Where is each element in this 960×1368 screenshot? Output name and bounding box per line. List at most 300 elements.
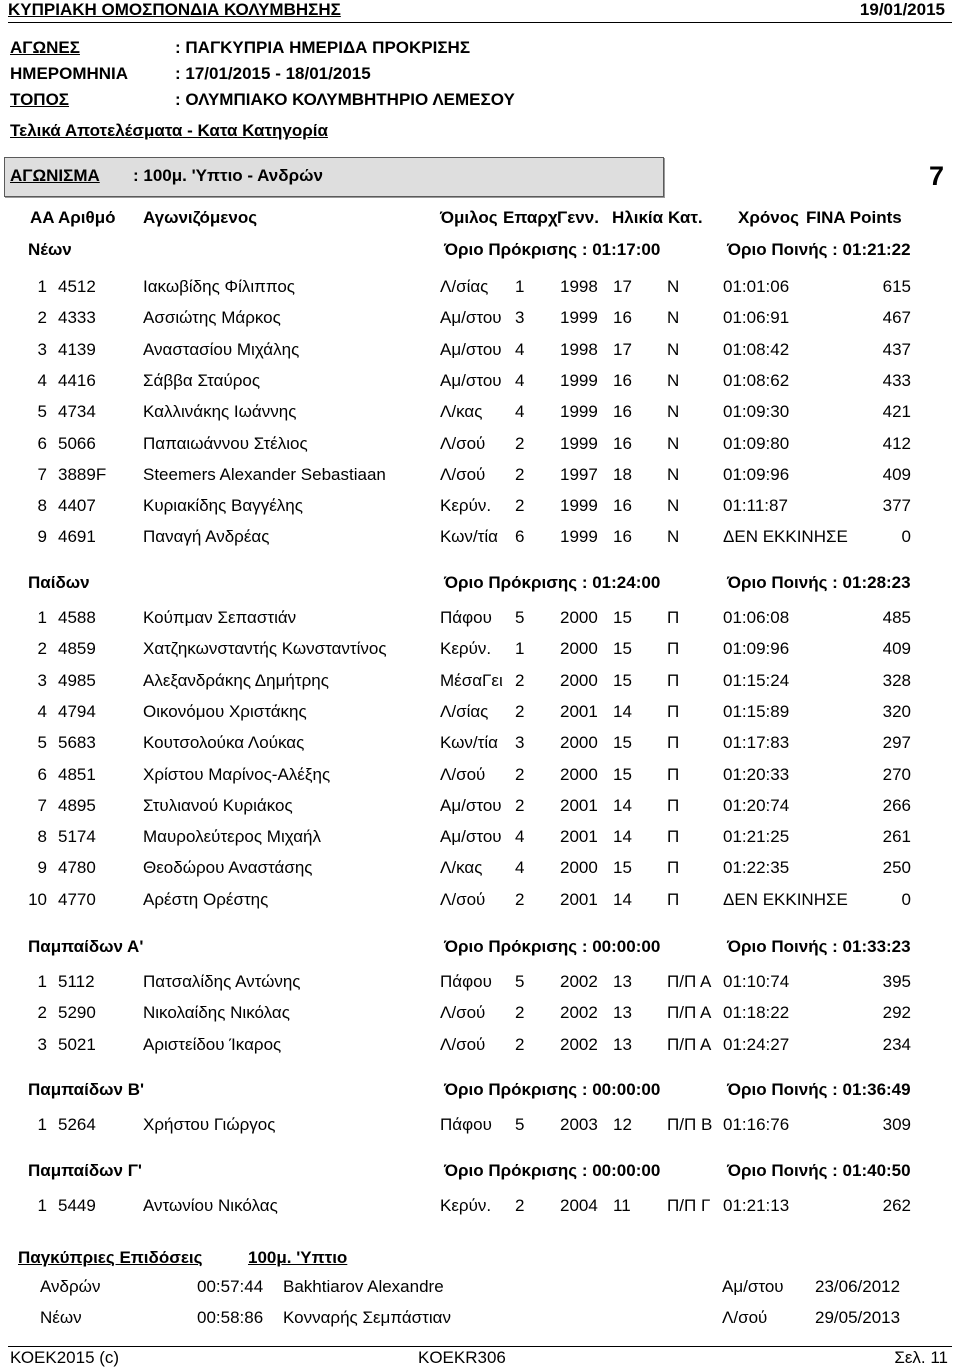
penalty-limit: Όριο Ποινής : 01:28:23 (727, 573, 911, 592)
result-swimmer-number: 4139 (58, 340, 96, 359)
result-fina-points: 485 (882, 608, 911, 627)
result-category: Ν (667, 340, 680, 359)
result-row (0, 640, 960, 658)
result-swimmer-name: Κούπμαν Σεπαστιάν (143, 608, 297, 627)
result-swimmer-number: 4734 (58, 402, 96, 421)
result-category: Ν (667, 465, 680, 484)
result-birth-year: 1998 (560, 277, 598, 296)
result-row (0, 766, 960, 784)
result-rank: 7 (37, 796, 47, 815)
result-category: Π/Π Α (667, 1035, 712, 1054)
result-birth-year: 1999 (560, 527, 598, 546)
result-district: 4 (515, 402, 525, 421)
result-fina-points: 437 (882, 340, 911, 359)
result-district: 6 (515, 527, 525, 546)
result-row (0, 828, 960, 846)
result-row (0, 859, 960, 877)
record-time: 00:58:86 (197, 1308, 264, 1327)
result-row (0, 278, 960, 296)
result-rank: 2 (37, 639, 47, 658)
qualifying-limit: Όριο Πρόκρισης : 00:00:00 (444, 1161, 661, 1180)
result-category: Ν (667, 496, 680, 515)
result-swimmer-number: 4691 (58, 527, 96, 546)
result-age: 16 (613, 308, 632, 327)
result-fina-points: 409 (882, 639, 911, 658)
result-club: Λ/κας (440, 402, 483, 421)
result-time: 01:21:25 (723, 827, 790, 846)
result-club: ΜέσαΓει (440, 671, 503, 690)
result-swimmer-name: Ασσιώτης Μάρκος (143, 308, 281, 327)
result-category: Π/Π Α (667, 972, 712, 991)
result-row (0, 1004, 960, 1022)
result-category: Π (667, 733, 680, 752)
result-swimmer-number: 4416 (58, 371, 96, 390)
result-time: 01:22:35 (723, 858, 790, 877)
venue-label: ΤΟΠΟΣ (10, 90, 70, 109)
result-swimmer-number: 4407 (58, 496, 96, 515)
result-category: Π (667, 702, 680, 721)
result-fina-points: 292 (882, 1003, 911, 1022)
result-swimmer-number: 4895 (58, 796, 96, 815)
result-club: Κερύν. (440, 496, 492, 515)
result-club: Λ/σού (440, 465, 486, 484)
result-time: 01:08:42 (723, 340, 790, 359)
result-category: Ν (667, 277, 680, 296)
result-time: 01:20:74 (723, 796, 790, 815)
result-rank: 9 (37, 858, 47, 877)
result-rank: 10 (28, 890, 47, 909)
result-age: 16 (613, 402, 632, 421)
result-rank: 3 (37, 1035, 47, 1054)
result-fina-points: 412 (882, 434, 911, 453)
record-holder: Κονναρής Σεμπάστιαν (283, 1308, 451, 1327)
record-date: 23/06/2012 (815, 1277, 901, 1296)
result-district: 3 (515, 733, 525, 752)
result-rank: 6 (37, 434, 47, 453)
result-time: 01:16:76 (723, 1115, 790, 1134)
result-birth-year: 2000 (560, 608, 598, 627)
result-time: 01:24:27 (723, 1035, 790, 1054)
result-row (0, 734, 960, 752)
result-swimmer-number: 4859 (58, 639, 96, 658)
age-group-header (0, 241, 960, 259)
age-group-name: Παμπαίδων Β' (28, 1080, 145, 1099)
footer-report-code: KOEKR306 (418, 1348, 506, 1367)
result-rank: 3 (37, 671, 47, 690)
result-category: Π (667, 671, 680, 690)
event-box (4, 157, 664, 197)
result-row (0, 341, 960, 359)
event-number: 7 (929, 161, 945, 191)
result-time: 01:15:89 (723, 702, 790, 721)
result-fina-points: 467 (882, 308, 911, 327)
qualifying-limit: Όριο Πρόκρισης : 01:24:00 (444, 573, 661, 592)
result-fina-points: 377 (882, 496, 911, 515)
result-district: 5 (515, 1115, 525, 1134)
record-club: Αμ/στου (722, 1277, 784, 1296)
result-row (0, 973, 960, 991)
result-district: 2 (515, 796, 525, 815)
result-age: 15 (613, 671, 632, 690)
result-fina-points: 270 (882, 765, 911, 784)
result-rank: 6 (37, 765, 47, 784)
age-group-header (0, 938, 960, 956)
result-fina-points: 409 (882, 465, 911, 484)
result-category: Ν (667, 308, 680, 327)
result-club: Πάφου (440, 608, 492, 627)
result-category: Π (667, 827, 680, 846)
result-fina-points: 433 (882, 371, 911, 390)
result-rank: 1 (37, 277, 47, 296)
result-age: 16 (613, 371, 632, 390)
result-birth-year: 1999 (560, 371, 598, 390)
age-group-name: Παμπαίδων Γ' (28, 1161, 142, 1180)
result-swimmer-name: Ιακωβίδης Φίλιππος (143, 277, 295, 296)
competition-label: ΑΓΩΝΕΣ (10, 38, 80, 57)
result-category: Π (667, 639, 680, 658)
result-fina-points: 615 (882, 277, 911, 296)
result-age: 16 (613, 434, 632, 453)
result-district: 4 (515, 827, 525, 846)
result-birth-year: 1999 (560, 434, 598, 453)
result-club: Αμ/στου (440, 340, 502, 359)
record-time: 00:57:44 (197, 1277, 264, 1296)
result-time: 01:09:30 (723, 402, 790, 421)
result-district: 3 (515, 308, 525, 327)
result-fina-points: 0 (901, 527, 911, 546)
result-district: 4 (515, 340, 525, 359)
result-rank: 1 (37, 608, 47, 627)
result-age: 15 (613, 639, 632, 658)
footer-rule (8, 1346, 952, 1347)
result-fina-points: 320 (882, 702, 911, 721)
result-club: Λ/κας (440, 858, 483, 877)
column-header-birth-year: Γενν. (557, 208, 599, 227)
result-row (0, 466, 960, 484)
result-category: Ν (667, 527, 680, 546)
result-district: 1 (515, 277, 525, 296)
result-swimmer-name: Νικολαίδης Νικόλας (143, 1003, 290, 1022)
result-swimmer-number: 5066 (58, 434, 96, 453)
result-time: 01:09:96 (723, 465, 790, 484)
result-row (0, 497, 960, 515)
result-fina-points: 266 (882, 796, 911, 815)
result-fina-points: 309 (882, 1115, 911, 1134)
result-row (0, 672, 960, 690)
result-club: Λ/σού (440, 1035, 486, 1054)
result-category: Π (667, 765, 680, 784)
result-time: 01:20:33 (723, 765, 790, 784)
result-club: Αμ/στου (440, 371, 502, 390)
result-district: 2 (515, 671, 525, 690)
result-swimmer-name: Στυλιανού Κυριάκος (143, 796, 293, 815)
result-time: 01:15:24 (723, 671, 790, 690)
result-age: 13 (613, 1003, 632, 1022)
result-swimmer-name: Χρήστου Γιώργος (143, 1115, 276, 1134)
result-rank: 1 (37, 1196, 47, 1215)
result-birth-year: 2000 (560, 858, 598, 877)
result-time: 01:09:96 (723, 639, 790, 658)
result-fina-points: 297 (882, 733, 911, 752)
result-age: 16 (613, 527, 632, 546)
report-title: Τελικά Αποτελέσματα - Κατα Κατηγορία (10, 121, 328, 140)
result-swimmer-number: 4851 (58, 765, 96, 784)
result-swimmer-number: 5021 (58, 1035, 96, 1054)
age-group-name: Νέων (28, 240, 72, 259)
result-swimmer-number: 3889F (58, 465, 107, 484)
header-rule (8, 22, 952, 23)
column-header-swimmer: Αγωνιζόμενος (143, 208, 258, 227)
result-swimmer-number: 5112 (58, 972, 95, 991)
result-birth-year: 1997 (560, 465, 598, 484)
result-swimmer-number: 5174 (58, 827, 96, 846)
result-club: Αμ/στου (440, 308, 502, 327)
result-swimmer-number: 4780 (58, 858, 96, 877)
result-time: 01:06:91 (723, 308, 790, 327)
result-swimmer-name: Σάββα Σταύρος (143, 371, 261, 390)
result-age: 16 (613, 496, 632, 515)
result-time: 01:11:87 (723, 496, 788, 515)
result-district: 2 (515, 1196, 525, 1215)
result-birth-year: 1999 (560, 308, 598, 327)
result-district: 2 (515, 434, 525, 453)
result-district: 5 (515, 608, 525, 627)
result-fina-points: 0 (901, 890, 911, 909)
result-category: Ν (667, 402, 680, 421)
penalty-limit: Όριο Ποινής : 01:33:23 (727, 937, 911, 956)
age-group-header (0, 574, 960, 592)
result-row (0, 797, 960, 815)
result-swimmer-name: Αρέστη Ορέστης (143, 890, 269, 909)
result-birth-year: 2001 (560, 890, 598, 909)
result-club: Κων/τία (440, 733, 498, 752)
result-time: 01:21:13 (723, 1196, 790, 1215)
result-district: 2 (515, 765, 525, 784)
records-event: 100μ. 'Υπτιο (248, 1248, 348, 1267)
result-club: Κων/τία (440, 527, 498, 546)
result-category: Π/Π Α (667, 1003, 712, 1022)
result-swimmer-name: Αριστείδου Ίκαρος (143, 1035, 282, 1054)
result-swimmer-number: 5449 (58, 1196, 96, 1215)
result-age: 11 (613, 1196, 631, 1215)
result-row (0, 1116, 960, 1134)
result-swimmer-name: Οικονόμου Χριστάκης (143, 702, 307, 721)
result-category: Π (667, 796, 680, 815)
result-swimmer-number: 4985 (58, 671, 96, 690)
column-header-number: Αριθμό (58, 208, 116, 227)
records-title: Παγκύπριες Επιδόσεις (18, 1248, 203, 1267)
result-rank: 3 (37, 340, 47, 359)
result-club: Αμ/στου (440, 827, 502, 846)
result-club: Αμ/στου (440, 796, 502, 815)
event-label: ΑΓΩΝΙΣΜΑ (10, 166, 100, 185)
result-age: 17 (613, 340, 632, 359)
result-rank: 9 (37, 527, 47, 546)
result-rank: 8 (37, 496, 47, 515)
result-swimmer-name: Πατσαλίδης Αντώνης (143, 972, 301, 991)
result-category: Π (667, 608, 680, 627)
result-fina-points: 262 (882, 1196, 911, 1215)
result-swimmer-name: Χατζηκωνσταντής Κωνσταντίνος (143, 639, 387, 658)
result-age: 14 (613, 796, 632, 815)
result-swimmer-number: 4770 (58, 890, 96, 909)
column-header-rank: ΑΑ (30, 208, 55, 227)
result-fina-points: 421 (882, 402, 911, 421)
competition-value: : ΠΑΓΚΥΠΡΙΑ ΗΜΕΡΙΔΑ ΠΡΟΚΡΙΣΗΣ (175, 38, 471, 57)
result-age: 12 (613, 1115, 632, 1134)
column-header-district: Επαρχ (503, 208, 558, 227)
result-category: Π/Π Β (667, 1115, 713, 1134)
result-time: 01:10:74 (723, 972, 790, 991)
result-birth-year: 2001 (560, 827, 598, 846)
penalty-limit: Όριο Ποινής : 01:40:50 (727, 1161, 911, 1180)
result-club: Λ/σίας (440, 277, 489, 296)
column-header-fina-points: FINA Points (806, 208, 902, 227)
record-holder: Bakhtiarov Alexandre (283, 1277, 444, 1296)
result-swimmer-name: Καλλινάκης Ιωάννης (143, 402, 297, 421)
result-swimmer-name: Παπαιωάννου Στέλιος (143, 434, 308, 453)
result-fina-points: 395 (882, 972, 911, 991)
result-fina-points: 250 (882, 858, 911, 877)
result-swimmer-name: Κουτσολούκα Λούκας (143, 733, 305, 752)
age-group-header (0, 1162, 960, 1180)
footer-page-number: Σελ. 11 (894, 1348, 948, 1367)
result-birth-year: 2002 (560, 972, 598, 991)
event-name: : 100μ. 'Υπτιο - Ανδρών (133, 166, 323, 185)
result-rank: 2 (37, 308, 47, 327)
result-fina-points: 261 (882, 827, 911, 846)
result-row (0, 891, 960, 909)
result-row (0, 435, 960, 453)
result-age: 17 (613, 277, 632, 296)
result-club: Κερύν. (440, 639, 492, 658)
column-header-age: Ηλικία (612, 208, 664, 227)
result-age: 14 (613, 827, 632, 846)
result-row (0, 372, 960, 390)
result-swimmer-name: Steemers Alexander Sebastiaan (143, 465, 386, 484)
result-birth-year: 2001 (560, 796, 598, 815)
result-time: 01:01:06 (723, 277, 790, 296)
result-swimmer-number: 5290 (58, 1003, 96, 1022)
result-birth-year: 1999 (560, 402, 598, 421)
result-rank: 2 (37, 1003, 47, 1022)
result-district: 2 (515, 890, 525, 909)
federation-title: ΚΥΠΡΙΑΚΗ ΟΜΟΣΠΟΝΔΙΑ ΚΟΛΥΜΒΗΣΗΣ (8, 0, 341, 19)
result-time: 01:06:08 (723, 608, 790, 627)
result-age: 14 (613, 702, 632, 721)
result-time: 01:18:22 (723, 1003, 790, 1022)
result-rank: 4 (37, 702, 47, 721)
result-category: Π (667, 858, 680, 877)
result-birth-year: 2002 (560, 1035, 598, 1054)
result-birth-year: 2003 (560, 1115, 598, 1134)
age-group-header (0, 1081, 960, 1099)
result-birth-year: 2001 (560, 702, 598, 721)
record-category: Ανδρών (40, 1277, 101, 1296)
age-group-name: Παίδων (28, 573, 90, 592)
result-district: 4 (515, 371, 525, 390)
result-swimmer-number: 4588 (58, 608, 96, 627)
result-club: Λ/σού (440, 765, 486, 784)
result-time: 01:17:83 (723, 733, 790, 752)
result-age: 13 (613, 972, 632, 991)
penalty-limit: Όριο Ποινής : 01:21:22 (727, 240, 911, 259)
column-header-category: Κατ. (668, 208, 703, 227)
result-row (0, 1036, 960, 1054)
qualifying-limit: Όριο Πρόκρισης : 01:17:00 (444, 240, 661, 259)
result-fina-points: 328 (882, 671, 911, 690)
result-swimmer-number: 4794 (58, 702, 96, 721)
result-district: 2 (515, 1035, 525, 1054)
result-row (0, 403, 960, 421)
qualifying-limit: Όριο Πρόκρισης : 00:00:00 (444, 1080, 661, 1099)
result-age: 15 (613, 733, 632, 752)
result-birth-year: 2000 (560, 639, 598, 658)
result-swimmer-number: 4512 (58, 277, 96, 296)
record-date: 29/05/2013 (815, 1308, 901, 1327)
result-row (0, 609, 960, 627)
result-birth-year: 2000 (560, 765, 598, 784)
result-row (0, 703, 960, 721)
result-swimmer-number: 5264 (58, 1115, 96, 1134)
result-birth-year: 2000 (560, 671, 598, 690)
record-row (0, 1309, 960, 1327)
result-swimmer-number: 4333 (58, 308, 96, 327)
age-group-name: Παμπαίδων Α' (28, 937, 144, 956)
result-club: Κερύν. (440, 1196, 492, 1215)
result-district: 2 (515, 496, 525, 515)
result-time: 01:08:62 (723, 371, 790, 390)
result-swimmer-name: Χρίστου Μαρίνος-Αλέξης (143, 765, 331, 784)
result-swimmer-name: Παναγή Ανδρέας (143, 527, 270, 546)
result-swimmer-name: Μαυρολεύτερος Μιχαήλ (143, 827, 321, 846)
result-birth-year: 2000 (560, 733, 598, 752)
result-district: 4 (515, 858, 525, 877)
result-rank: 1 (37, 1115, 47, 1134)
result-category: Ν (667, 371, 680, 390)
result-swimmer-name: Αναστασίου Μιχάλης (143, 340, 300, 359)
result-district: 2 (515, 465, 525, 484)
result-age: 18 (613, 465, 632, 484)
column-header-club: Όμιλος (440, 208, 498, 227)
result-category: Π (667, 890, 680, 909)
result-fina-points: 234 (882, 1035, 911, 1054)
print-date: 19/01/2015 (859, 0, 945, 19)
result-swimmer-name: Αλεξανδράκης Δημήτρης (143, 671, 329, 690)
result-swimmer-name: Κυριακίδης Βαγγέλης (143, 496, 303, 515)
result-swimmer-name: Αντωνίου Νικόλας (143, 1196, 278, 1215)
result-rank: 1 (37, 972, 47, 991)
result-birth-year: 2002 (560, 1003, 598, 1022)
result-rank: 4 (37, 371, 47, 390)
result-row (0, 1197, 960, 1215)
result-age: 15 (613, 858, 632, 877)
record-row (0, 1278, 960, 1296)
column-header-row (0, 209, 960, 227)
result-age: 15 (613, 608, 632, 627)
result-rank: 5 (37, 402, 47, 421)
result-row (0, 528, 960, 546)
dates-value: : 17/01/2015 - 18/01/2015 (175, 64, 371, 83)
result-club: Λ/σού (440, 434, 486, 453)
result-rank: 5 (37, 733, 47, 752)
result-birth-year: 1998 (560, 340, 598, 359)
result-club: Λ/σίας (440, 702, 489, 721)
result-row (0, 309, 960, 327)
record-category: Νέων (40, 1308, 82, 1327)
result-age: 15 (613, 765, 632, 784)
result-birth-year: 2004 (560, 1196, 598, 1215)
